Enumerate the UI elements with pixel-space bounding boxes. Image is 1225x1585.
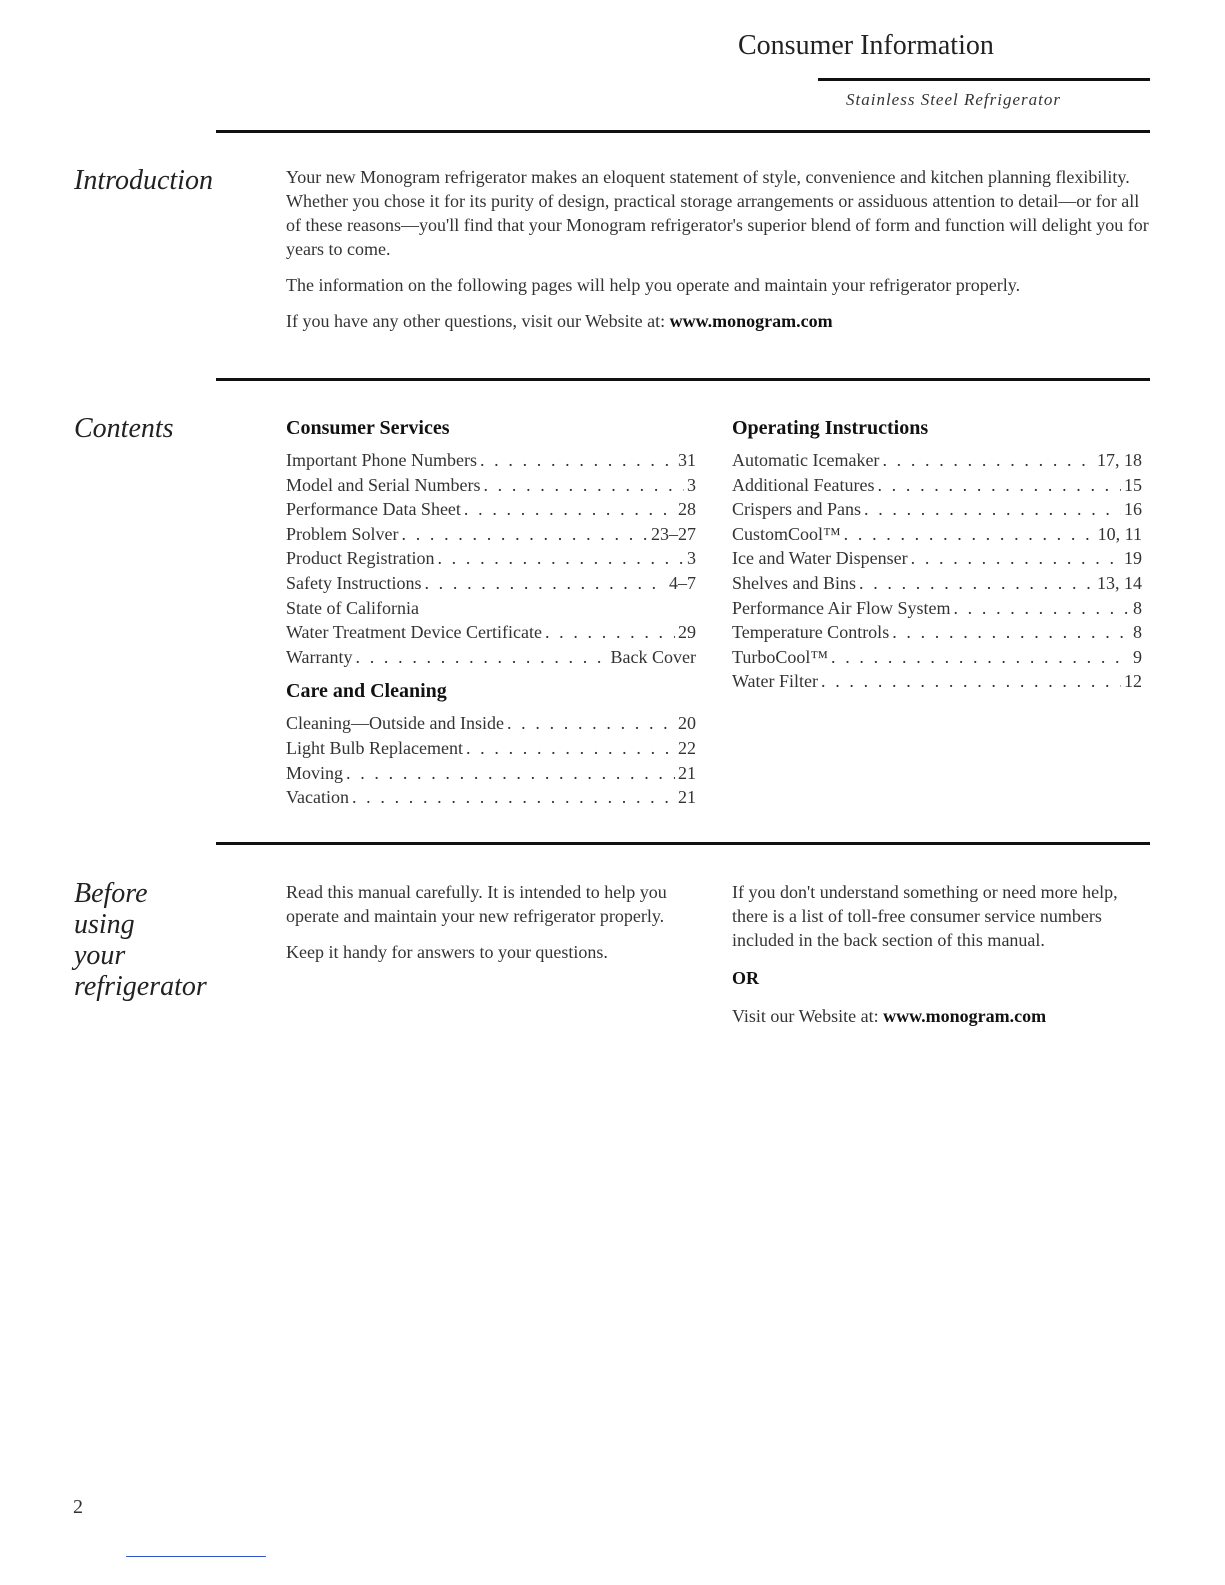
toc-entry-label: TurboCool™ xyxy=(732,646,829,667)
toc-entry-page: 20 xyxy=(678,713,696,734)
toc-entry[interactable] xyxy=(286,546,696,571)
toc-entry[interactable] xyxy=(286,785,696,810)
toc-entry-label: Product Registration xyxy=(286,548,435,569)
toc-entry-page: 29 xyxy=(678,622,696,643)
toc-entry-label: Vacation xyxy=(286,787,349,808)
website-prefix: Visit our Website at: xyxy=(732,1006,884,1026)
introduction-paragraph: The information on the following pages will help you operate and maintain your refrigerator properly. xyxy=(286,275,1021,295)
toc-leader-dots xyxy=(507,711,675,736)
toc-entry[interactable] xyxy=(286,473,696,498)
heading-line: Before xyxy=(74,878,148,909)
before-using-paragraph: If you don't understand something or need more help, there is a list of toll-free consumer service numbers included in the back section of this manual. xyxy=(732,882,1118,950)
toc-entry[interactable] xyxy=(732,645,1142,670)
toc-entry-page: 16 xyxy=(1124,499,1142,520)
toc-entry-label: Important Phone Numbers xyxy=(286,450,477,470)
toc-entry-label: Shelves and Bins xyxy=(732,572,856,593)
toc-entry-label: Warranty xyxy=(286,646,353,667)
toc-entry-label: Additional Features xyxy=(732,474,875,495)
toc-entry-page: 9 xyxy=(1133,646,1142,667)
toc-entry[interactable] xyxy=(732,497,1142,522)
toc-entry-label: Moving xyxy=(286,762,344,783)
toc-entry[interactable] xyxy=(732,448,1142,473)
toc-entry-label: Light Bulb Replacement xyxy=(286,737,463,758)
toc-left-column xyxy=(286,414,696,810)
footer-link-underline xyxy=(126,1556,266,1557)
toc-leader-dots xyxy=(346,761,675,786)
header-rule-short xyxy=(818,78,1150,81)
toc-leader-dots xyxy=(545,620,675,645)
toc-leader-dots xyxy=(844,522,1095,547)
toc-entry[interactable] xyxy=(732,571,1142,596)
toc-leader-dots xyxy=(864,497,1121,522)
toc-entry-label: Temperature Controls xyxy=(732,622,890,643)
heading-line: using xyxy=(74,909,135,940)
toc-entry-page: 13, 14 xyxy=(1097,572,1142,593)
toc-entry-label: Problem Solver xyxy=(286,523,399,544)
toc-entry[interactable] xyxy=(286,761,696,786)
toc-leader-dots xyxy=(911,546,1121,571)
before-using-paragraph: Read this manual carefully. It is intended to help you operate and maintain your new refrigerator properly. xyxy=(286,882,667,926)
before-using-right-body xyxy=(732,880,1132,1040)
toc-entry[interactable] xyxy=(286,596,696,621)
toc-entry-label: State of California xyxy=(286,597,419,618)
toc-leader-dots xyxy=(877,473,1121,498)
toc-operating-list xyxy=(732,448,1142,694)
toc-entry[interactable] xyxy=(286,711,696,736)
introduction-heading: Introduction xyxy=(74,165,213,196)
toc-entry-label: Performance Air Flow System xyxy=(732,597,951,618)
toc-leader-dots xyxy=(480,448,675,473)
toc-entry-label: Ice and Water Dispenser xyxy=(732,548,908,569)
toc-entry[interactable] xyxy=(732,620,1142,645)
toc-consumer-services-list xyxy=(286,448,696,669)
toc-entry[interactable] xyxy=(286,448,696,473)
toc-entry-label: Safety Instructions xyxy=(286,572,422,593)
toc-entry[interactable] xyxy=(732,546,1142,571)
page-header-title: Consumer Information xyxy=(738,30,994,61)
toc-entry[interactable] xyxy=(286,522,696,547)
toc-entry[interactable] xyxy=(286,645,696,670)
website-prefix: If you have any other questions, visit our Website at: xyxy=(286,311,670,331)
toc-entry-page: 15 xyxy=(1124,474,1142,495)
introduction-body xyxy=(286,165,1151,345)
toc-entry-page: 3 xyxy=(687,474,696,495)
toc-entry-page: 8 xyxy=(1133,597,1142,618)
toc-entry-page: 22 xyxy=(678,737,696,758)
toc-entry-label: Model and Serial Numbers xyxy=(286,474,481,495)
toc-leader-dots xyxy=(859,571,1094,596)
section-divider-introduction xyxy=(216,130,1150,133)
toc-right-column xyxy=(732,414,1142,694)
toc-entry[interactable] xyxy=(286,736,696,761)
toc-entry-label: Cleaning—Outside and Inside xyxy=(286,713,504,734)
toc-entry-page: 23–27 xyxy=(651,523,696,544)
toc-entry-page: Back Cover xyxy=(610,646,696,667)
toc-entry-page: 3 xyxy=(687,548,696,569)
website-link[interactable]: www.monogram.com xyxy=(669,311,833,331)
toc-leader-dots xyxy=(882,448,1094,473)
before-using-paragraph xyxy=(732,1004,1132,1028)
toc-entry-page: 12 xyxy=(1124,671,1142,692)
toc-entry[interactable] xyxy=(732,596,1142,621)
introduction-paragraph: Your new Monogram refrigerator makes an eloquent statement of style, convenience and kitchen planning flexibility. Whether you chose it for its purity of design, practical storage arrangements or assiduous attention to detail—or for all of these reasons—you'll find that your Monogram refrigerator's superior blend of form and function will delight you for years to come. xyxy=(286,167,1149,259)
before-using-left-body xyxy=(286,880,686,976)
toc-section-title: Care and Cleaning xyxy=(286,680,447,703)
toc-entry-page: 8 xyxy=(1133,622,1142,643)
section-divider-before-using xyxy=(216,842,1150,845)
toc-entry[interactable] xyxy=(286,620,696,645)
toc-entry[interactable] xyxy=(286,497,696,522)
toc-section-title: Consumer Services xyxy=(286,417,450,439)
toc-entry-page: 21 xyxy=(678,762,696,783)
website-link[interactable]: www.monogram.com xyxy=(883,1006,1047,1026)
or-label: OR xyxy=(732,968,759,988)
toc-entry[interactable] xyxy=(732,522,1142,547)
toc-leader-dots xyxy=(821,669,1121,694)
heading-line: your xyxy=(74,940,126,971)
before-using-heading xyxy=(74,878,207,1002)
toc-leader-dots xyxy=(402,522,649,547)
introduction-paragraph xyxy=(286,309,1151,333)
toc-entry[interactable] xyxy=(732,669,1142,694)
contents-heading: Contents xyxy=(74,413,174,444)
toc-entry[interactable] xyxy=(286,571,696,596)
toc-leader-dots xyxy=(464,497,675,522)
toc-entry-label: Performance Data Sheet xyxy=(286,499,461,520)
toc-entry-page: 10, 11 xyxy=(1097,523,1142,544)
toc-entry-label: Crispers and Pans xyxy=(732,499,861,520)
toc-entry-label: CustomCool™ xyxy=(732,523,841,544)
page-number: 2 xyxy=(73,1496,83,1518)
toc-entry-label: Water Filter xyxy=(732,671,819,692)
toc-leader-dots xyxy=(953,596,1130,621)
toc-leader-dots xyxy=(892,620,1130,645)
toc-entry-page: 19 xyxy=(1124,548,1142,569)
toc-leader-dots xyxy=(352,785,675,810)
toc-entry-page: 21 xyxy=(678,787,696,808)
toc-leader-dots xyxy=(437,546,684,571)
toc-leader-dots xyxy=(483,473,684,498)
toc-entry-label: Automatic Icemaker xyxy=(732,450,880,470)
toc-leader-dots xyxy=(831,645,1130,670)
toc-entry-page: 28 xyxy=(678,499,696,520)
toc-section-title: Operating Instructions xyxy=(732,417,929,439)
toc-entry-page: 17, 18 xyxy=(1097,450,1142,470)
section-divider-contents xyxy=(216,378,1150,381)
toc-leader-dots xyxy=(424,571,666,596)
toc-entry-label: Water Treatment Device Certificate xyxy=(286,622,542,643)
toc-entry-page: 4–7 xyxy=(669,572,696,593)
toc-care-cleaning-list xyxy=(286,711,696,809)
toc-entry-page: 31 xyxy=(678,450,696,470)
heading-line: refrigerator xyxy=(74,971,207,1002)
before-using-paragraph: Keep it handy for answers to your questions. xyxy=(286,942,608,962)
page-header-subtitle: Stainless Steel Refrigerator xyxy=(846,90,1061,109)
toc-leader-dots xyxy=(466,736,675,761)
toc-entry[interactable] xyxy=(732,473,1142,498)
toc-leader-dots xyxy=(356,645,608,670)
